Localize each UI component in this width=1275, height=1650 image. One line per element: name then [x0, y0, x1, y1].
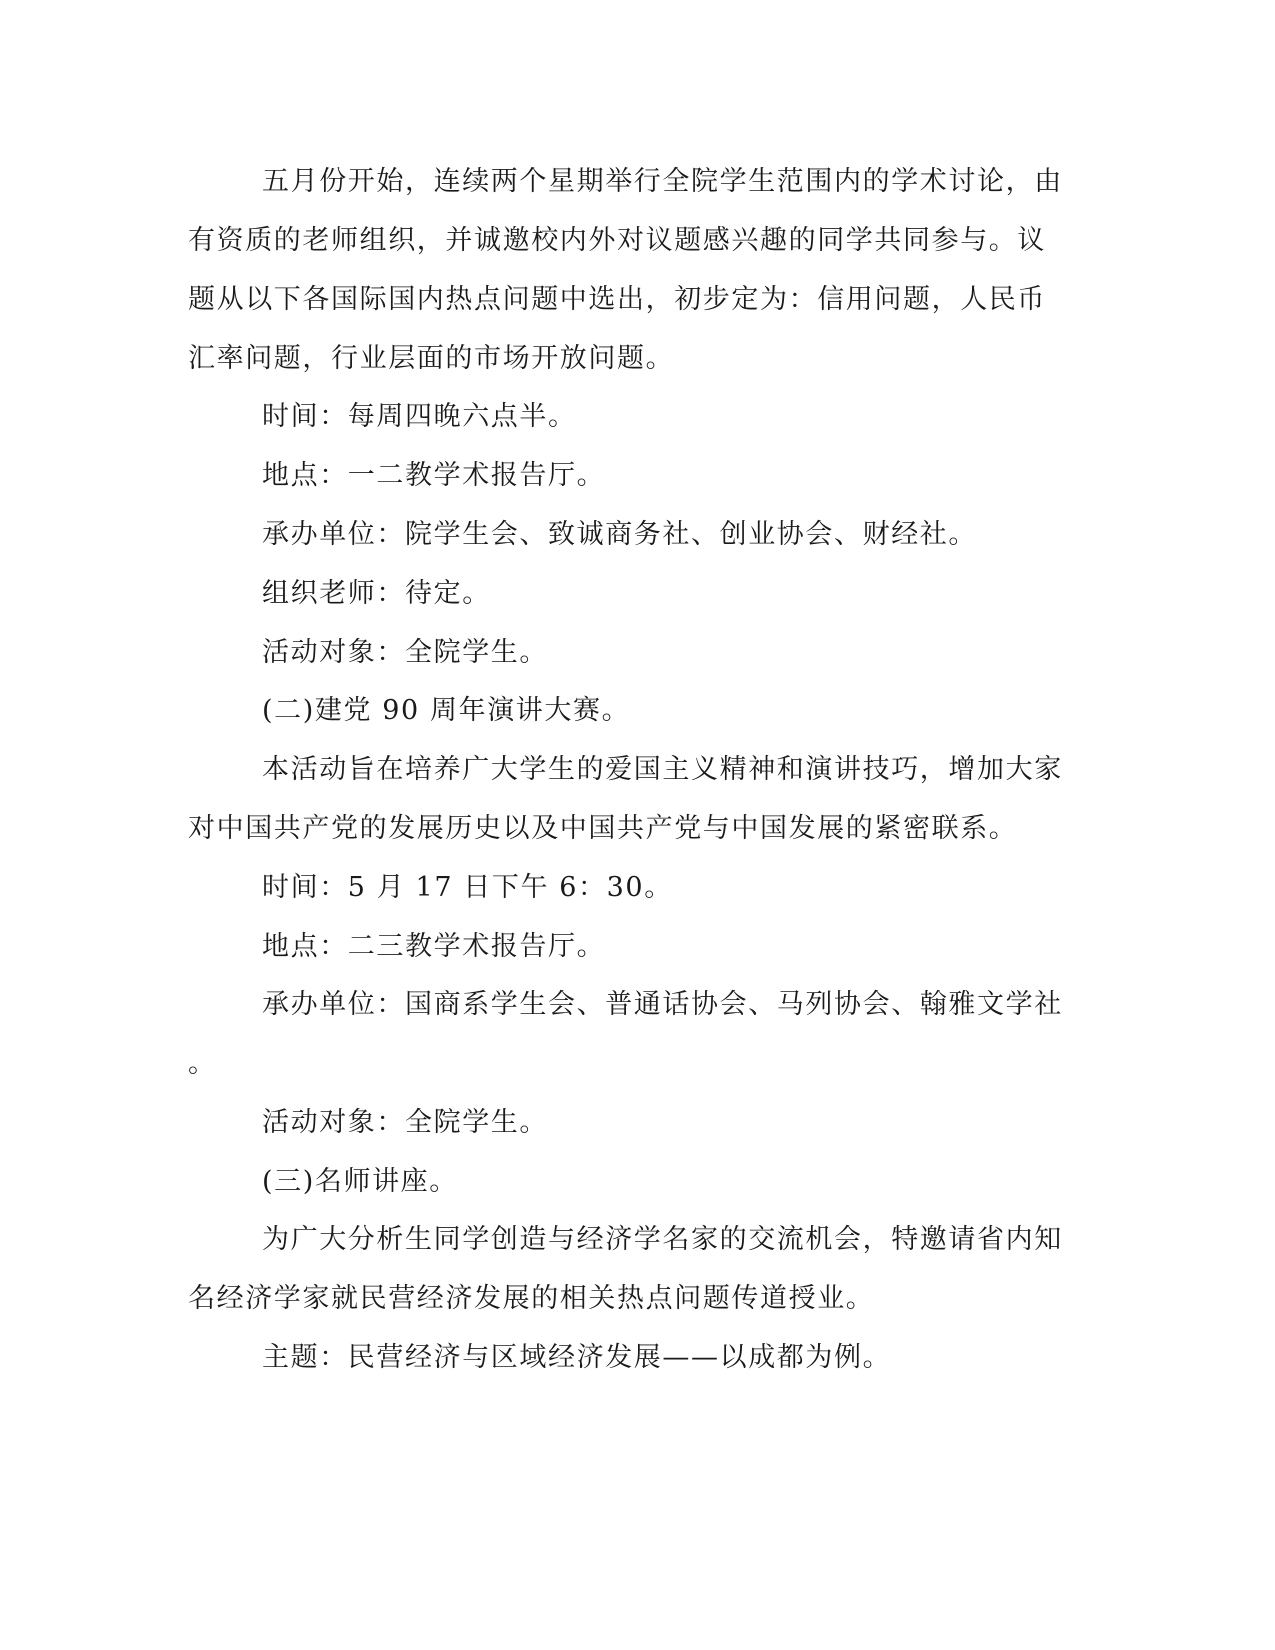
contest-time: 时间：5 月 17 日下午 6：30。 — [262, 872, 673, 903]
paragraph-line: 汇率问题，行业层面的市场开放问题。 — [188, 343, 675, 374]
paragraph-line: 五月份开始，连续两个星期举行全院学生范围内的学术讨论，由 — [262, 166, 1063, 197]
meeting-time: 时间：每周四晚六点半。 — [262, 401, 577, 432]
paragraph-line: 有资质的老师组织，并诚邀校内外对议题感兴趣的同学共同参与。议 — [188, 225, 1046, 256]
lecture-topic: 主题：民营经济与区域经济发展——以成都为例。 — [262, 1342, 892, 1373]
contest-audience: 活动对象：全院学生。 — [262, 1107, 548, 1138]
section-heading: (三)名师讲座。 — [262, 1166, 458, 1197]
contest-location: 地点：二三教学术报告厅。 — [262, 931, 606, 962]
paragraph-line: 为广大分析生同学创造与经济学名家的交流机会，特邀请省内知 — [262, 1224, 1063, 1255]
meeting-location: 地点：一二教学术报告厅。 — [262, 460, 606, 491]
paragraph-line: 本活动旨在培养广大学生的爱国主义精神和演讲技巧，增加大家 — [262, 754, 1063, 785]
paragraph-line: 对中国共产党的发展历史以及中国共产党与中国发展的紧密联系。 — [188, 813, 1018, 844]
meeting-teacher: 组织老师：待定。 — [262, 578, 491, 609]
meeting-organizers: 承办单位：院学生会、致诚商务社、创业协会、财经社。 — [262, 519, 977, 550]
paragraph-line: 名经济学家就民营经济发展的相关热点问题传道授业。 — [188, 1283, 875, 1314]
paragraph-line: 题从以下各国际国内热点问题中选出，初步定为：信用问题，人民币 — [188, 284, 1046, 315]
meeting-audience: 活动对象：全院学生。 — [262, 637, 548, 668]
contest-organizers: 承办单位：国商系学生会、普通话协会、马列协会、翰雅文学社 — [262, 989, 1063, 1020]
section-heading: (二)建党 90 周年演讲大赛。 — [262, 695, 631, 726]
paragraph-line: 。 — [188, 1048, 217, 1079]
